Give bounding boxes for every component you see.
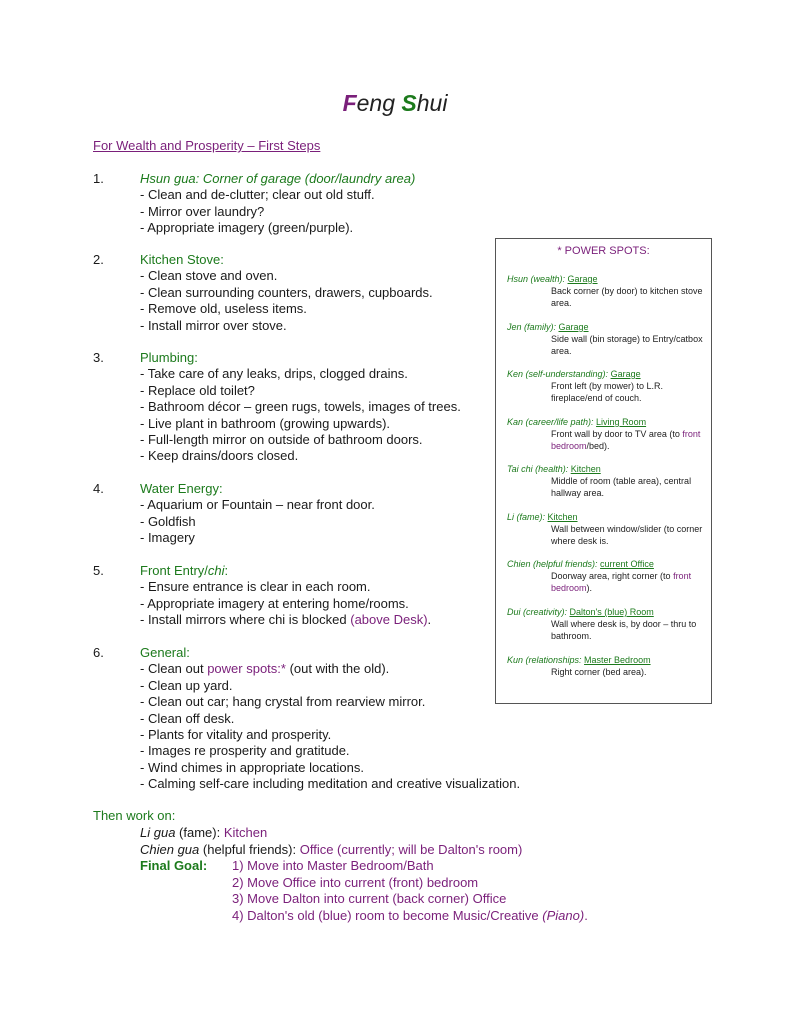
list-item: - Install mirrors where chi is blocked (above Desk). (140, 612, 432, 628)
list-item: - Plants for vitality and prosperity. (140, 727, 332, 743)
then-heading: Then work on: (93, 808, 176, 823)
list-item: - Clean and de-clutter; clear out old stuff. (140, 187, 375, 203)
li-gua-line: Li gua (fame): Kitchen (140, 825, 268, 840)
power-spot: Ken (self-understanding): Garage Front left (by mower) to L.R. fireplace/end of couch. (507, 369, 664, 403)
list-item: - Remove old, useless items. (140, 301, 307, 317)
goal-item: 1) Move into Master Bedroom/Bath (232, 858, 434, 873)
list-item: - Clean out car; hang crystal from rearview mirror. (140, 694, 426, 710)
list-item: - Keep drains/doors closed. (140, 448, 299, 464)
section-heading: Hsun gua: Corner of garage (door/laundry area) (140, 171, 416, 186)
section-number: 1. (93, 171, 104, 186)
list-item: - Calming self-care including meditation and creative visualization. (140, 776, 521, 792)
power-spot: Li (fame): Kitchen Wall between window/slider (to corner where desk is. (507, 512, 703, 546)
goal-item: 4) Dalton's old (blue) room to become Music/Creative (Piano). (232, 908, 588, 923)
list-item: - Clean out power spots:* (out with the old). (140, 661, 390, 677)
list-item: - Bathroom décor – green rugs, towels, images of trees. (140, 399, 461, 415)
goal-item: 2) Move Office into current (front) bedroom (232, 875, 479, 890)
section-heading: Front Entry/chi: (140, 563, 229, 578)
list-item: - Aquarium or Fountain – near front door. (140, 497, 375, 513)
list-item: - Live plant in bathroom (growing upwards). (140, 415, 391, 431)
section-heading: Water Energy: (140, 481, 223, 496)
list-item: - Mirror over laundry? (140, 203, 265, 219)
chien-gua-line: Chien gua (helpful friends): Office (currently; will be Dalton's room) (140, 842, 523, 857)
list-item: - Wind chimes in appropriate locations. (140, 759, 364, 775)
section-number: 3. (93, 350, 104, 365)
section-number: 4. (93, 481, 104, 496)
list-item: - Goldfish (140, 513, 196, 529)
section-number: 2. (93, 252, 104, 267)
section-number: 5. (93, 563, 104, 578)
goal-item: 3) Move Dalton into current (back corner) Office (232, 891, 507, 906)
list-item: - Clean stove and oven. (140, 268, 278, 284)
list-item: - Install mirror over stove. (140, 317, 287, 333)
power-spot: Dui (creativity): Dalton's (blue) Room Wall where desk is, by door – thru to bathroom. (507, 607, 697, 641)
list-item: - Replace old toilet? (140, 382, 255, 398)
list-item: - Ensure entrance is clear in each room. (140, 579, 371, 595)
final-goal-label: Final Goal: (140, 858, 208, 873)
section-heading: Plumbing: (140, 350, 198, 365)
subtitle: For Wealth and Prosperity – First Steps (93, 138, 321, 153)
list-item: - Clean up yard. (140, 677, 233, 693)
power-spot: Tai chi (health): Kitchen Middle of room (table area), central hallway area. (507, 464, 692, 498)
power-spot: Kun (relationships: Master Bedroom Right corner (bed area). (507, 655, 651, 677)
list-item: - Take care of any leaks, drips, clogged drains. (140, 366, 408, 382)
list-item: - Full-length mirror on outside of bathroom doors. (140, 432, 423, 448)
list-item: - Appropriate imagery at entering home/rooms. (140, 595, 409, 611)
page-title: Feng Shui (342, 90, 448, 116)
section-number: 6. (93, 645, 104, 660)
power-spot: Chien (helpful friends): current Office Doorway area, right corner (to front bedroom). (507, 559, 692, 593)
list-item: - Clean off desk. (140, 710, 235, 726)
list-item: - Imagery (140, 530, 195, 546)
section-heading: Kitchen Stove: (140, 252, 224, 267)
power-spots-box (495, 238, 712, 704)
power-spots-header: * POWER SPOTS: (557, 245, 650, 257)
section-heading: General: (140, 645, 190, 660)
power-spot: Kan (career/life path): Living Room Front wall by door to TV area (to front bedroom/bed). (507, 417, 701, 451)
list-item: - Images re prosperity and gratitude. (140, 743, 350, 759)
list-item: - Appropriate imagery (green/purple). (140, 220, 354, 236)
list-item: - Clean surrounding counters, drawers, cupboards. (140, 284, 433, 300)
power-spot: Jen (family): Garage Side wall (bin storage) to Entry/catbox area. (507, 322, 703, 356)
power-spot: Hsun (wealth): Garage Back corner (by door) to kitchen stove area. (507, 274, 703, 308)
